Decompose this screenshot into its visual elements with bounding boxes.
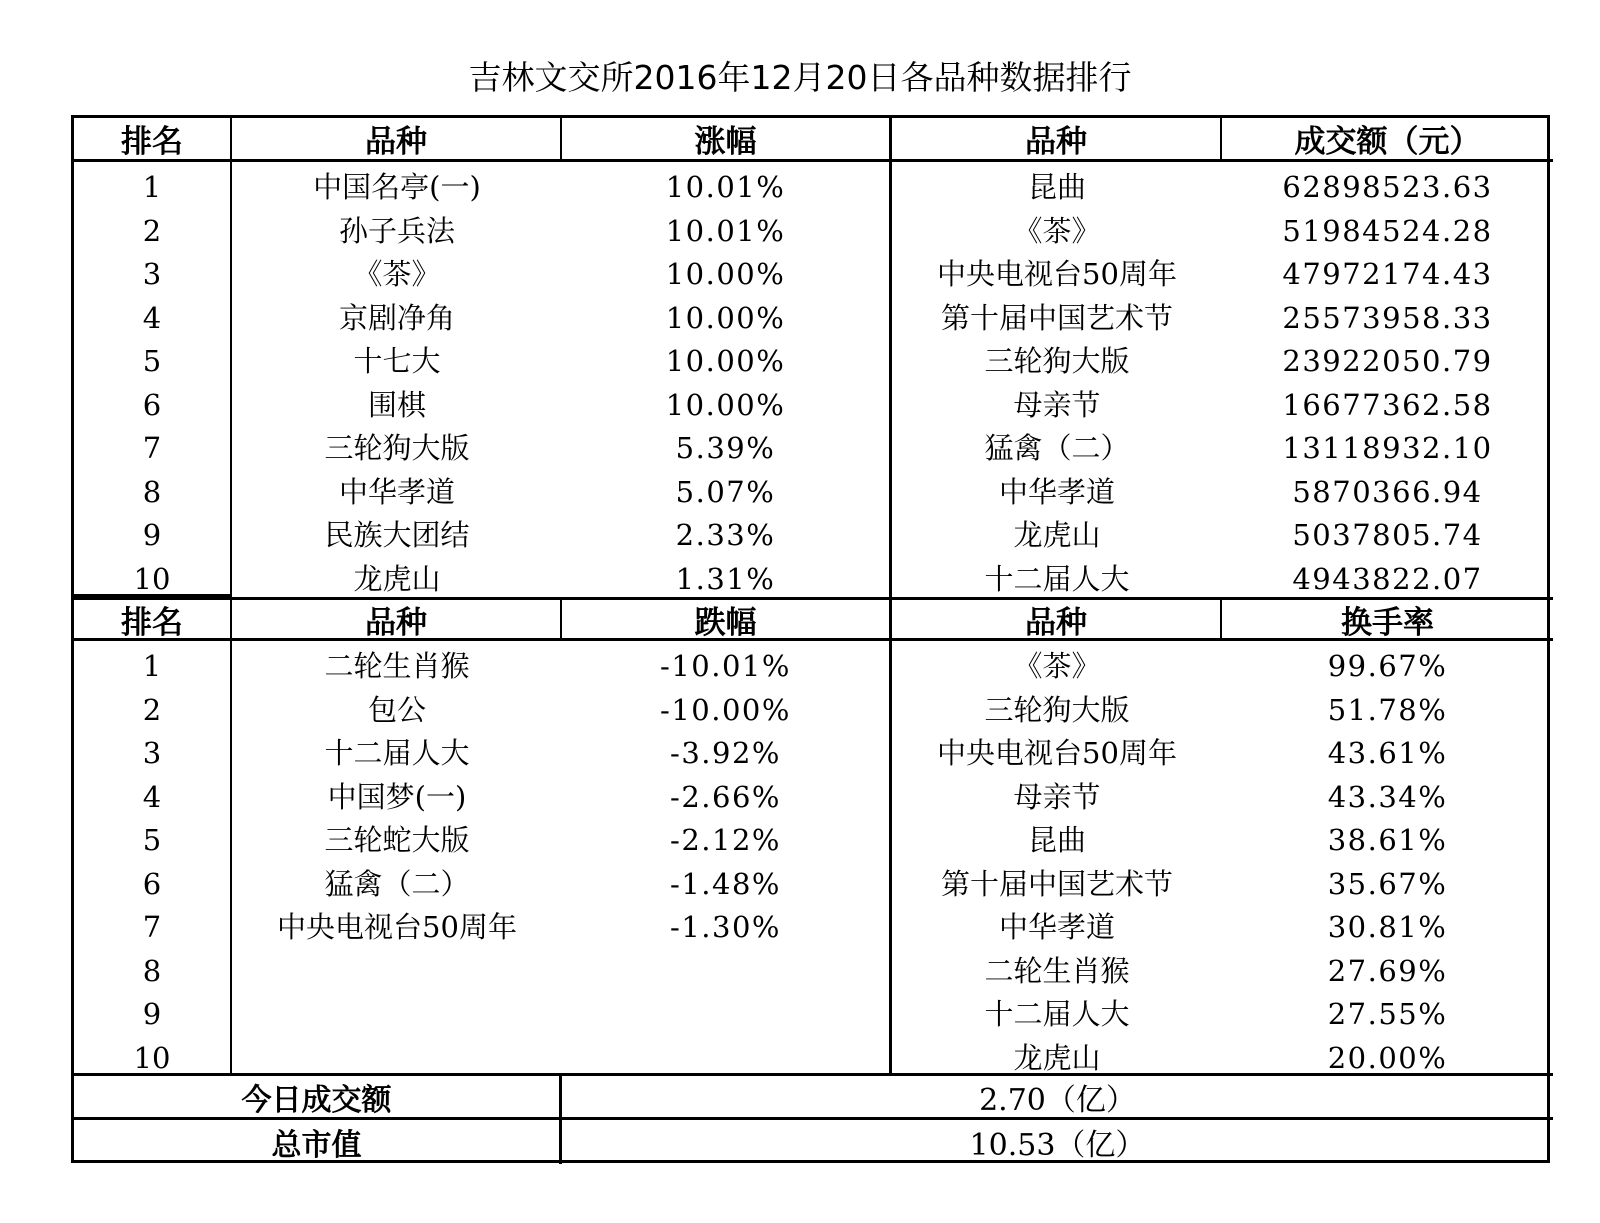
turnover-amount-column [1222, 162, 1553, 597]
rate-pct-cell: 43.34% [1327, 779, 1448, 814]
loss-pct-cell [562, 991, 889, 1032]
rank-cell: 5 [142, 344, 162, 378]
gain-pct-cell: 2.33% [675, 518, 776, 552]
loss-pct-cell: -2.12% [670, 823, 781, 857]
rate-name-cell: 中华孝道 [998, 910, 1115, 944]
gain-pct-cell: 10.00% [665, 387, 786, 422]
rate-pct-cell: 38.61% [1327, 823, 1448, 857]
rate-pct-cell: 99.67% [1327, 649, 1448, 683]
turnover-name-cell: 龙虎山 [1013, 518, 1101, 552]
rate-pct-cell: 43.61% [1327, 736, 1448, 770]
rank-cell: 7 [142, 910, 162, 944]
loss-pct-column [562, 641, 892, 1076]
turnover-name-cell: 猛禽（二） [984, 431, 1130, 465]
loss-pct-cell [562, 1032, 889, 1073]
rank-cell: 8 [142, 474, 162, 509]
header-gain-name: 品种 [232, 118, 562, 162]
gain-name-cell: 围棋 [367, 387, 426, 422]
header-rate-pct: 换手率 [1222, 597, 1553, 641]
rate-pct-column [1222, 641, 1553, 1076]
turnover-amount-cell: 25573958.33 [1282, 300, 1493, 335]
gain-name-cell: 三轮狗大版 [324, 431, 470, 465]
rate-pct-cell: 27.69% [1327, 953, 1448, 988]
today-volume-label: 今日成交额 [74, 1076, 562, 1120]
rank-cell: 7 [142, 431, 162, 465]
turnover-name-cell: 中央电视台50周年 [937, 257, 1177, 291]
turnover-name-cell: 母亲节 [1013, 387, 1101, 422]
turnover-name-cell: 三轮狗大版 [984, 344, 1130, 378]
gain-pct-cell: 10.00% [665, 300, 786, 335]
gain-pct-cell: 10.00% [665, 344, 786, 378]
rank-cell: 9 [142, 997, 162, 1031]
turnover-name-column [892, 162, 1222, 597]
turnover-name-cell: 第十届中国艺术节 [940, 300, 1173, 335]
rate-name-cell: 十二届人大 [984, 997, 1130, 1031]
rank-cell: 4 [142, 779, 162, 814]
turnover-amount-cell: 47972174.43 [1282, 257, 1493, 291]
rank-cell: 1 [142, 170, 162, 204]
loss-name-cell: 中央电视台50周年 [277, 910, 517, 944]
gain-pct-cell: 10.01% [665, 213, 786, 248]
gain-name-column [232, 162, 562, 597]
loss-name-column [232, 641, 562, 1076]
header-loss-name: 品种 [232, 597, 562, 641]
gain-pct-cell: 5.39% [675, 431, 776, 465]
rank-cell: 4 [142, 300, 162, 335]
turnover-amount-cell: 5870366.94 [1292, 474, 1483, 509]
today-volume-value: 2.70（亿） [562, 1076, 1553, 1120]
turnover-amount-cell: 51984524.28 [1282, 213, 1493, 248]
turnover-amount-cell: 62898523.63 [1282, 170, 1493, 204]
loss-pct-cell: -2.66% [670, 779, 781, 814]
rate-name-cell: 中央电视台50周年 [937, 736, 1177, 770]
rate-name-cell: 《茶》 [1013, 649, 1101, 683]
turnover-amount-cell: 5037805.74 [1292, 518, 1483, 552]
rate-name-column [892, 641, 1222, 1076]
loss-pct-cell: -1.48% [670, 866, 781, 901]
turnover-name-cell: 十二届人大 [984, 561, 1130, 596]
page-title: 吉林文交所2016年12月20日各品种数据排行 [468, 58, 1132, 97]
rank-cell: 5 [142, 823, 162, 857]
header-gain-pct: 涨幅 [562, 118, 892, 162]
rank-cell: 3 [142, 736, 162, 770]
turnover-name-cell: 《茶》 [1013, 213, 1101, 248]
rank-cell: 1 [142, 649, 162, 683]
loss-name-cell: 包公 [367, 692, 426, 727]
rank-cell: 3 [142, 257, 162, 291]
gain-pct-column [562, 162, 892, 597]
gain-pct-cell: 10.01% [665, 170, 786, 204]
rank-column-2 [74, 641, 232, 1076]
loss-name-cell [232, 991, 562, 1032]
loss-name-cell [232, 1032, 562, 1073]
rate-pct-cell: 27.55% [1327, 997, 1448, 1031]
gain-pct-cell: 1.31% [675, 561, 776, 596]
rate-name-cell: 母亲节 [1013, 779, 1101, 814]
gain-name-cell: 《茶》 [353, 257, 441, 291]
market-cap-label: 总市值 [74, 1120, 562, 1164]
market-cap-value: 10.53（亿） [969, 1128, 1146, 1163]
rate-name-cell: 第十届中国艺术节 [940, 866, 1173, 901]
rank-cell: 6 [142, 387, 162, 422]
loss-pct-cell: -3.92% [670, 736, 781, 770]
header-rate-name: 品种 [892, 597, 1222, 641]
gain-pct-cell: 5.07% [675, 474, 776, 509]
rank-cell: 9 [142, 518, 162, 552]
rank-cell: 10 [133, 561, 171, 596]
header-turnover-name: 品种 [892, 118, 1222, 162]
rank-cell: 6 [142, 866, 162, 901]
rate-name-cell: 昆曲 [1027, 823, 1086, 857]
gain-name-cell: 民族大团结 [324, 518, 470, 552]
header-rank: 排名 [74, 118, 232, 162]
rank-cell: 10 [133, 1040, 171, 1075]
turnover-amount-cell: 23922050.79 [1282, 344, 1493, 378]
rank-column [74, 162, 232, 597]
gain-pct-cell: 10.00% [665, 257, 786, 291]
rank-cell: 2 [142, 692, 162, 727]
turnover-name-cell: 昆曲 [1027, 170, 1086, 204]
header-turnover-amount: 成交额（元） [1222, 118, 1553, 162]
gain-name-cell: 京剧净角 [338, 300, 455, 335]
rate-pct-cell: 35.67% [1327, 866, 1448, 901]
turnover-amount-cell: 13118932.10 [1282, 431, 1493, 465]
loss-name-cell: 二轮生肖猴 [324, 649, 470, 683]
gain-name-cell: 十七大 [353, 344, 441, 378]
loss-name-cell: 猛禽（二） [324, 866, 470, 901]
rank-cell: 2 [142, 213, 162, 248]
rank-cell: 8 [142, 953, 162, 988]
gain-name-cell: 龙虎山 [353, 561, 441, 596]
ranking-table [71, 115, 1550, 1163]
rate-name-cell: 二轮生肖猴 [984, 953, 1130, 988]
rate-name-cell: 龙虎山 [1013, 1040, 1101, 1075]
header-loss-pct: 跌幅 [562, 597, 892, 641]
gain-name-cell: 中华孝道 [338, 474, 455, 509]
rate-pct-cell: 30.81% [1327, 910, 1448, 944]
loss-name-cell: 三轮蛇大版 [324, 823, 470, 857]
turnover-amount-cell: 16677362.58 [1282, 387, 1493, 422]
gain-name-cell: 孙子兵法 [338, 213, 455, 248]
loss-pct-cell: -10.00% [660, 692, 791, 727]
rate-pct-cell: 51.78% [1327, 692, 1448, 727]
loss-name-cell: 十二届人大 [324, 736, 470, 770]
loss-name-cell [232, 950, 562, 991]
loss-pct-cell: -1.30% [670, 910, 781, 944]
loss-pct-cell: -10.01% [660, 649, 791, 683]
rate-name-cell: 三轮狗大版 [984, 692, 1130, 727]
header-rank-2: 排名 [74, 597, 232, 641]
loss-pct-cell [562, 950, 889, 991]
gain-name-cell: 中国名亭(一) [313, 170, 481, 204]
turnover-amount-cell: 4943822.07 [1292, 561, 1483, 596]
rate-pct-cell: 20.00% [1327, 1040, 1448, 1075]
loss-name-cell: 中国梦(一) [327, 779, 467, 814]
turnover-name-cell: 中华孝道 [998, 474, 1115, 509]
